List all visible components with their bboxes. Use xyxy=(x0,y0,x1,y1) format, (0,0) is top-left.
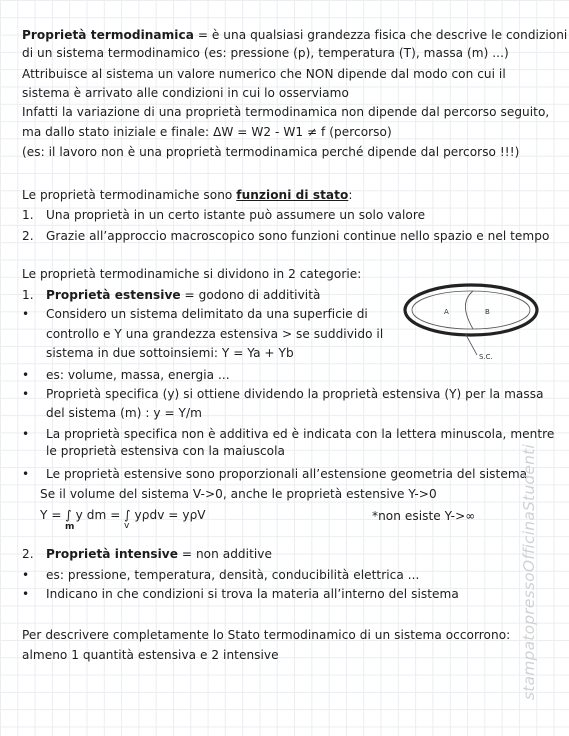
text-line: sistema è arrivato alle condizioni in cui lo osserviamo xyxy=(22,86,349,100)
integral-subscript-v: v xyxy=(124,521,130,531)
text-line: del sistema (m) : y = Y/m xyxy=(46,406,202,420)
text-line: le proprietà estensiva con la maiuscola xyxy=(46,444,285,458)
list-item: • es: pressione, temperatura, densità, conducibilità elettrica ... xyxy=(22,568,420,582)
list-item: 1. Una proprietà in un certo istante può assumere un solo valore xyxy=(22,208,426,222)
text-line: Infatti la variazione di una proprietà termodinamica non dipende dal percorso seguito, xyxy=(22,105,550,119)
text-line: di un sistema termodinamico (es: pressione (p), temperatura (T), massa (m) ...) xyxy=(22,46,509,60)
text-line: Per descrivere completamente lo Stato termodinamico di un sistema occorrono: xyxy=(22,628,511,642)
text-line: Se il volume del sistema V->0, anche le proprietà estensive Y->0 xyxy=(40,487,437,501)
term-funzioni-di-stato: funzioni di stato xyxy=(236,188,349,202)
subsystem-divider xyxy=(465,291,473,329)
text-line: Le proprietà termodinamiche si dividono in 2 categorie: xyxy=(22,267,362,281)
term-proprieta-intensive: Proprietà intensive xyxy=(46,547,178,561)
text-line: ma dallo stato iniziale e finale: ΔW = W2 - W1 ≠ f (percorso) xyxy=(22,125,392,139)
text-line: (es: il lavoro non è una proprietà termodinamica perché dipende dal percorso !!!) xyxy=(22,145,520,159)
text-line: Le proprietà termodinamiche sono funzioni di stato: xyxy=(22,188,353,202)
list-item: • La proprietà specifica non è additiva ed è indicata con la lettera minuscola, mentre xyxy=(22,427,555,441)
list-item: 2. Grazie all’approccio macroscopico sono funzioni continue nello spazio e nel tempo xyxy=(22,229,550,243)
list-item: • Le proprietà estensive sono proporzionali all’estensione geometria del sistema xyxy=(22,467,528,481)
text-line: controllo e Y una grandezza estensiva > se suddivido il xyxy=(46,327,384,341)
term-proprieta-estensive: Proprietà estensive xyxy=(46,288,181,302)
list-item: • es: volume, massa, energia ... xyxy=(22,368,230,382)
list-item: • Proprietà specifica (y) si ottiene dividendo la proprietà estensiva (Y) per la massa xyxy=(22,387,544,401)
list-item: 1. Proprietà estensive = godono di additività xyxy=(22,288,321,302)
formula-note: *non esiste Y->∞ xyxy=(372,509,476,523)
text-line: almeno 1 quantità estensiva e 2 intensive xyxy=(22,648,279,662)
list-item: • Considero un sistema delimitato da una superficie di xyxy=(22,307,368,321)
watermark: stampatopressoOfficinaStudenti xyxy=(520,444,538,700)
list-item: • Indicano in che condizioni si trova la materia all’interno del sistema xyxy=(22,587,459,601)
text-line: sistema in due sottoinsiemi: Y = Ya + Yb xyxy=(46,346,294,360)
integral-formula: Y = ∫ y dm = ∫ yρdv = yρV xyxy=(40,508,206,522)
label-sc: S.C. xyxy=(479,353,493,361)
label-b: B xyxy=(485,308,490,316)
text-line: Attribuisce al sistema un valore numerico che NON dipende dal modo con cui il xyxy=(22,67,506,81)
definition-line-1: Proprietà termodinamica = è una qualsiasi grandezza fisica che descrive le condizioni xyxy=(22,28,568,42)
system-diagram xyxy=(403,281,541,365)
term-proprieta-termodinamica: Proprietà termodinamica xyxy=(22,28,194,42)
list-item: 2. Proprietà intensive = non additive xyxy=(22,547,272,561)
integral-subscript-m: m xyxy=(65,522,75,532)
label-a: A xyxy=(444,308,449,316)
control-surface-inner xyxy=(412,291,530,329)
